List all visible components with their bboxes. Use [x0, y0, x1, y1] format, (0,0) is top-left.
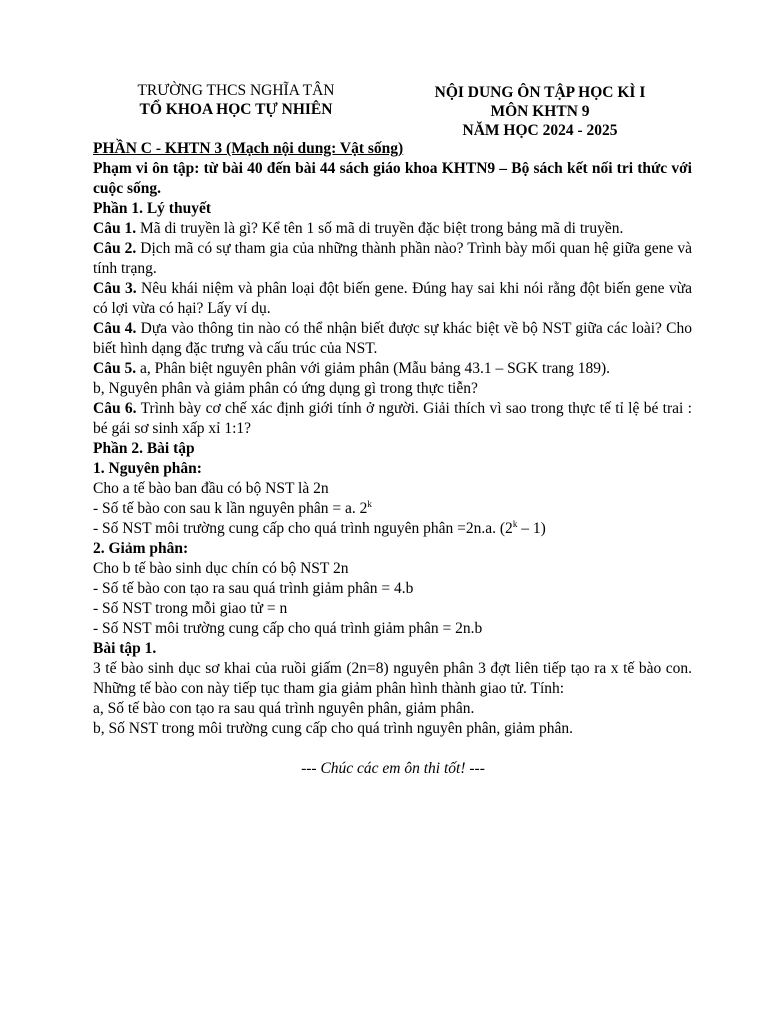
- question-3: [93, 279, 692, 319]
- part1-title: Phần 1. Lý thuyết: [93, 200, 211, 217]
- document-title: NỘI DUNG ÔN TẬP HỌC KÌ I: [434, 84, 646, 101]
- meiosis-formula-1: - Số tế bào con tạo ra sau quá trình giảm phân = 4.b: [93, 580, 414, 597]
- question-label: Câu 4.: [93, 320, 137, 337]
- mitosis-title: 1. Nguyên phân:: [93, 460, 202, 477]
- meiosis-formula-3: - Số NST môi trường cung cấp cho quá trình giảm phân = 2n.b: [93, 620, 483, 637]
- exercise-1-b: b, Số NST trong môi trường cung cấp cho quá trình nguyên phân, giảm phân.: [93, 720, 573, 737]
- question-label: Câu 6.: [93, 400, 137, 417]
- question-text: a, Phân biệt nguyên phân với giảm phân (Mẫu bảng 43.1 – SGK trang 189).: [136, 360, 611, 377]
- question-label: Câu 1.: [93, 220, 137, 237]
- part2-title: Phần 2. Bài tập: [93, 440, 195, 457]
- document-title-block: [410, 83, 670, 140]
- exercise-1-text: 3 tế bào sinh dục sơ khai của ruồi giấm (2n=8) nguyên phân 3 đợt liên tiếp tạo ra x tế bào con. Những tế bào con này tiếp tục tham gia giảm phân hình thành giao tử. Tính:: [93, 660, 692, 697]
- question-6: [93, 399, 692, 439]
- question-label: Câu 2.: [93, 240, 137, 257]
- section-title: PHẦN C - KHTN 3 (Mạch nội dung: Vật sống): [93, 140, 404, 157]
- question-1: [93, 219, 692, 239]
- question-label: Câu 3.: [93, 280, 137, 297]
- department-name: TỔ KHOA HỌC TỰ NHIÊN: [139, 101, 333, 118]
- meiosis-intro: Cho b tế bào sinh dục chín có bộ NST 2n: [93, 560, 349, 577]
- meiosis-title: 2. Giảm phân:: [93, 540, 189, 557]
- exercise-1-a: a, Số tế bào con tạo ra sau quá trình nguyên phân, giảm phân.: [93, 700, 475, 717]
- school-year: NĂM HỌC 2024 - 2025: [462, 122, 618, 139]
- school-header: [96, 81, 376, 119]
- mitosis-intro: Cho a tế bào ban đầu có bộ NST là 2n: [93, 480, 329, 497]
- closing-wish: --- Chúc các em ôn thi tốt! ---: [301, 760, 485, 777]
- question-text: Nêu khái niệm và phân loại đột biến gene. Đúng hay sai khi nói rằng đột biến gene vừa có lợi vừa có hại? Lấy ví dụ.: [93, 280, 692, 317]
- document-body: [93, 139, 692, 739]
- mitosis-formula-1: - Số tế bào con sau k lần nguyên phân = a. 2$^k$: [93, 499, 372, 517]
- question-text: Dịch mã có sự tham gia của những thành phần nào? Trình bày mối quan hệ giữa gene và tính trạng.: [93, 240, 692, 277]
- question-4: [93, 319, 692, 359]
- question-label: Câu 5.: [93, 360, 137, 377]
- question-text: Trình bày cơ chế xác định giới tính ở người. Giải thích vì sao trong thực tế tỉ lệ bé trai : bé gái sơ sinh xấp xỉ 1:1?: [93, 400, 692, 437]
- question-5b: [93, 379, 692, 399]
- subject-name: MÔN KHTN 9: [490, 103, 590, 120]
- question-text: Mã di truyền là gì? Kể tên 1 số mã di truyền đặc biệt trong bảng mã di truyền.: [136, 220, 624, 237]
- question-text: b, Nguyên phân và giảm phân có ứng dụng gì trong thực tiễn?: [93, 380, 478, 397]
- mitosis-formula-2: - Số NST môi trường cung cấp cho quá trình nguyên phân =2n.a. (2$^k$ – 1): [93, 519, 546, 537]
- school-name: TRƯỜNG THCS NGHĨA TÂN: [137, 82, 335, 99]
- review-scope: Phạm vi ôn tập: từ bài 40 đến bài 44 sách giáo khoa KHTN9 – Bộ sách kết nối tri thức với cuộc sống.: [93, 160, 692, 197]
- question-5a: [93, 359, 692, 379]
- question-2: [93, 239, 692, 279]
- exercise-1-title: Bài tập 1.: [93, 640, 157, 657]
- question-text: Dựa vào thông tin nào có thể nhận biết được sự khác biệt về bộ NST giữa các loài? Cho biết hình dạng đặc trưng và cấu trúc của NST.: [93, 320, 692, 357]
- meiosis-formula-2: - Số NST trong mỗi giao tử = n: [93, 600, 288, 617]
